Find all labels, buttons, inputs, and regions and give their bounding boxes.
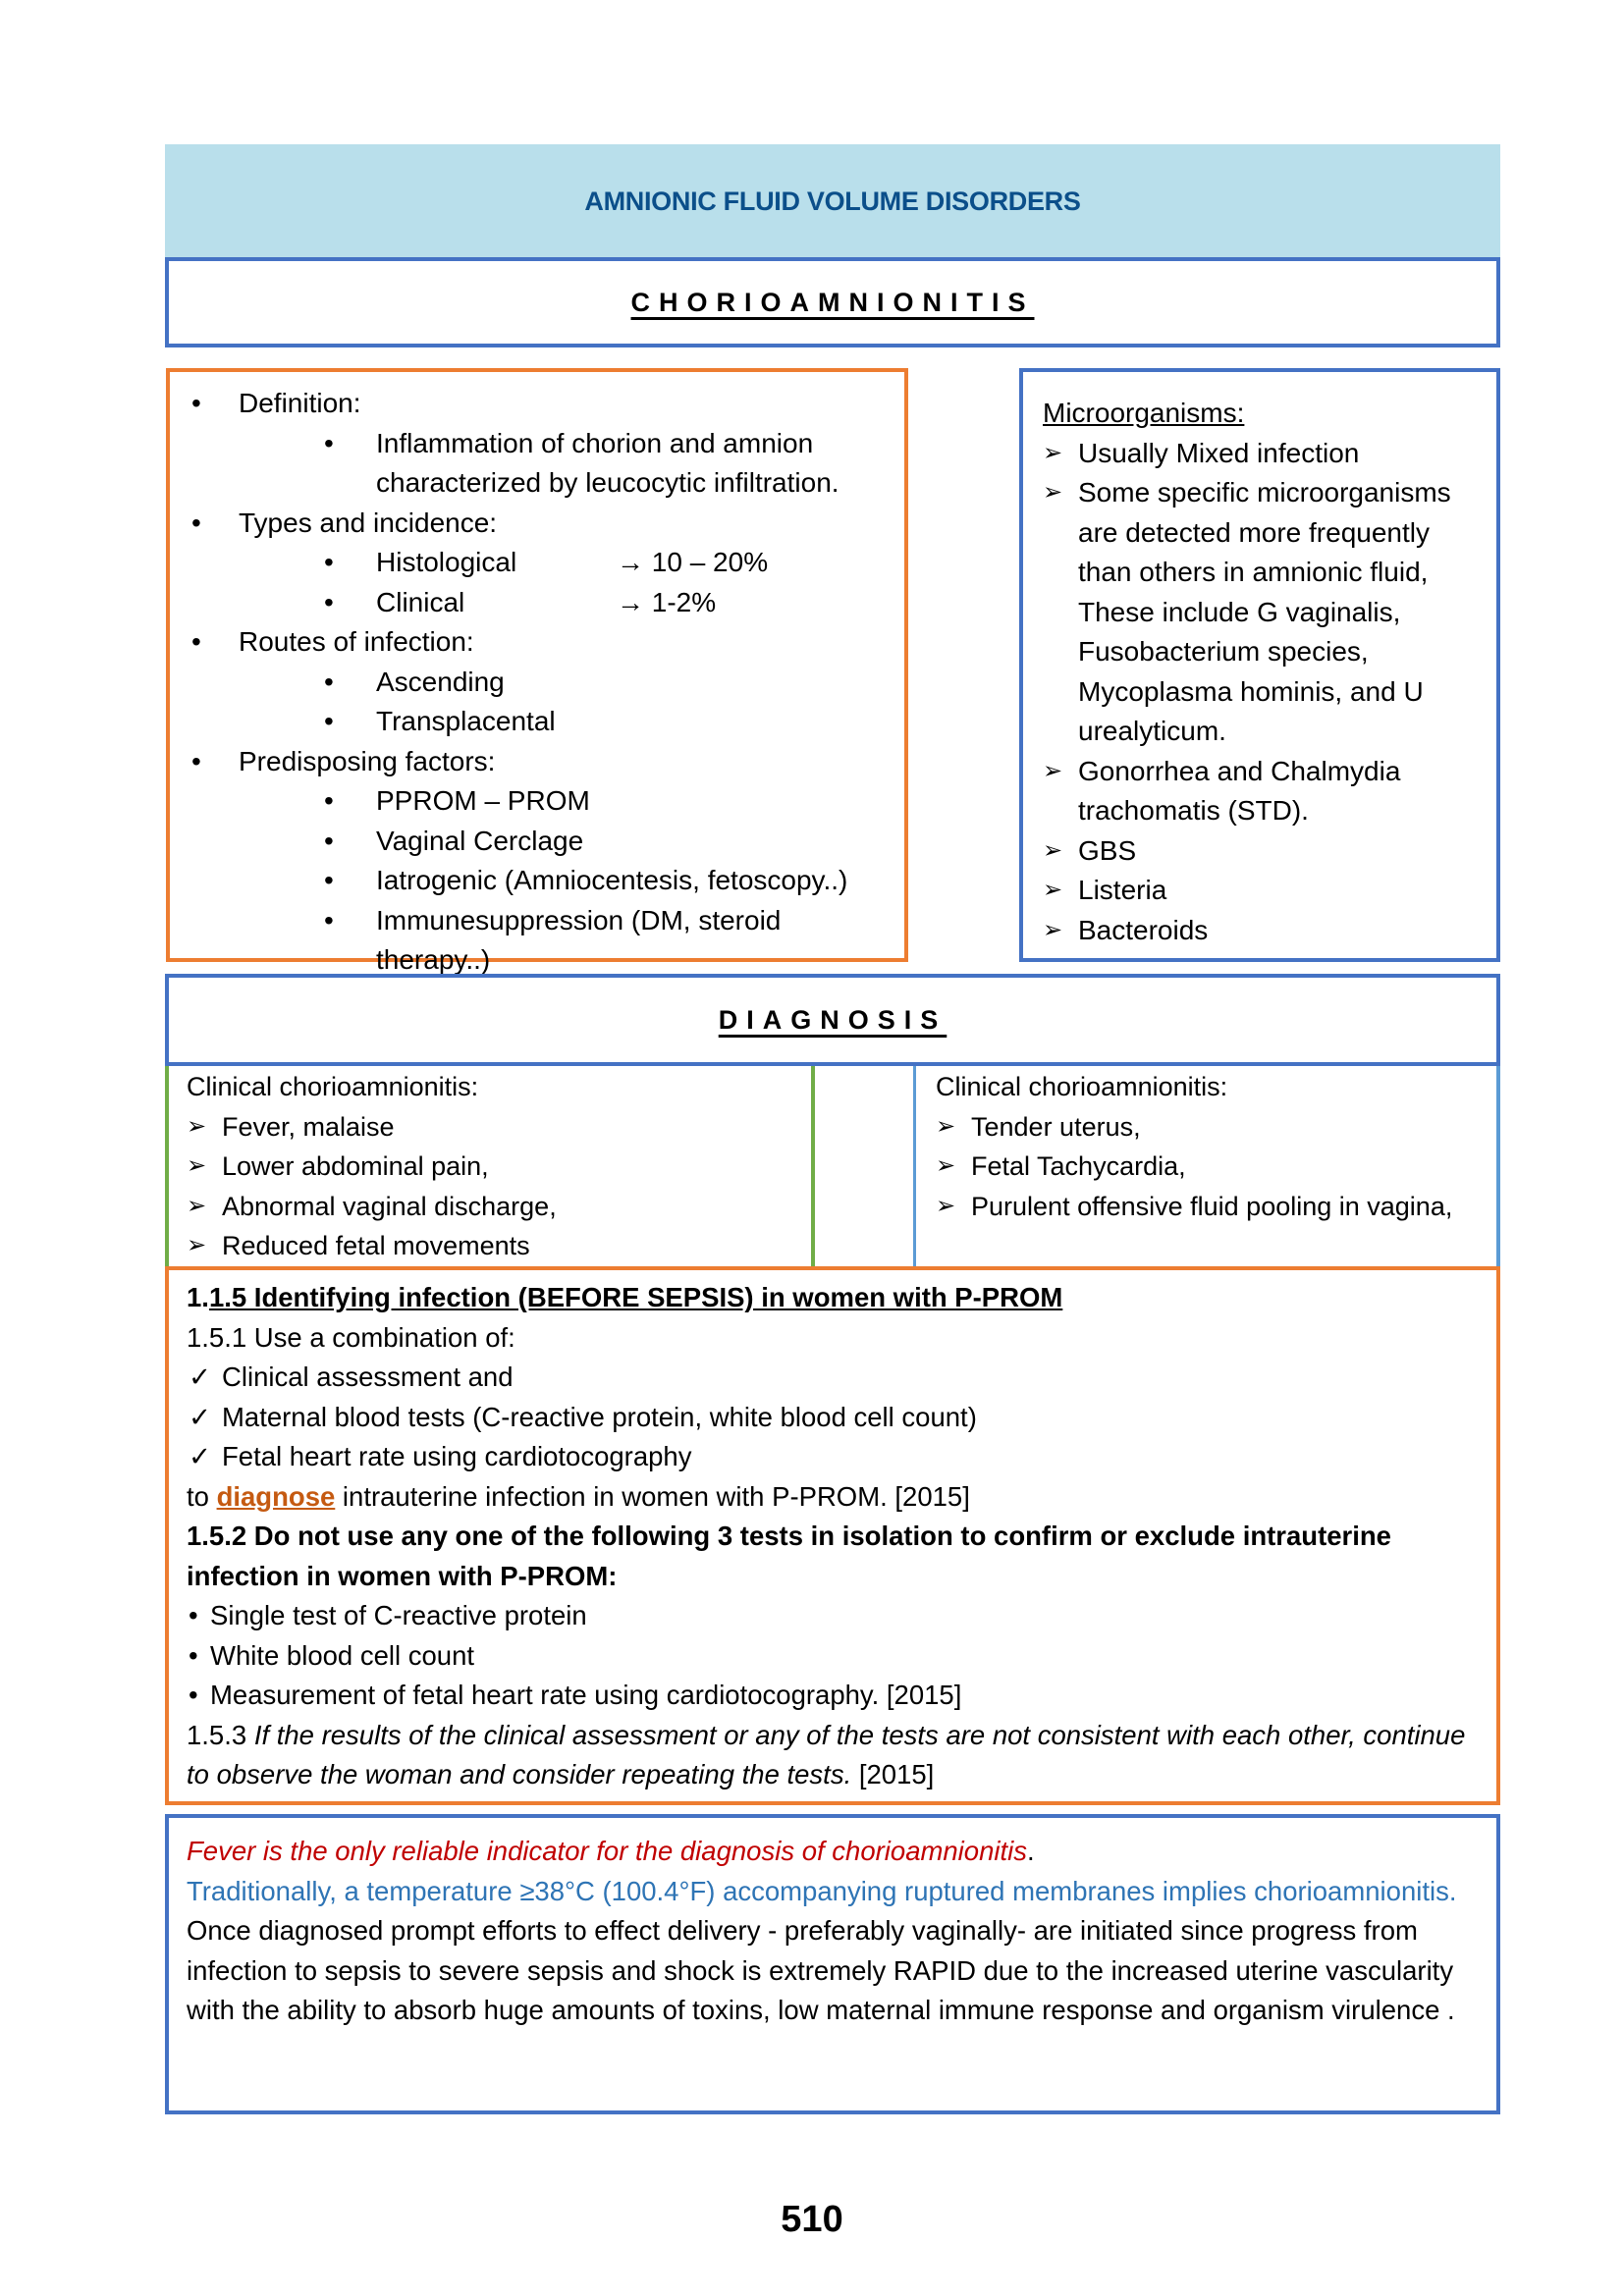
routes-item [180, 622, 894, 742]
fever-statement: Fever is the only reliable indicator for the diagnosis of chorioamnionitis. [187, 1836, 1035, 1866]
section-title-diagnosis: DIAGNOSIS [718, 1004, 947, 1035]
diagnosis-left-title: Clinical chorioamnionitis: [187, 1072, 479, 1101]
recommendation-1-5-3: 1.5.3 If the results of the clinical assessment or any of the tests are not consistent with each other, continue to observe the woman and consider repeating the tests. [2015] [187, 1719, 1466, 1789]
microorganisms-box [1019, 368, 1500, 962]
diagnosis-right-title: Clinical chorioamnionitis: [936, 1072, 1228, 1101]
page-number: 510 [781, 2199, 843, 2240]
predisposing-item [180, 742, 894, 981]
recommendation-1-5-1-intro: 1.5.1 Use a combination of: [187, 1321, 515, 1353]
route-ascending: • Ascending [320, 663, 894, 703]
overview-box [166, 368, 908, 975]
chapter-title: AMNIONIC FLUID VOLUME DISORDERS [584, 186, 1081, 216]
microorganism-item: ➢ Listeria [1043, 871, 1479, 911]
microorganisms-title: Microorganisms: [1043, 398, 1245, 428]
temperature-criterion: Traditionally, a temperature ≥38°C (100.4°F) accompanying ruptured membranes implies chorioamnionitis. [187, 1875, 1457, 1906]
guideline-box [165, 1266, 1500, 1805]
types-label: Types and incidence: [239, 507, 498, 538]
diagnosis-heading-box [165, 974, 1500, 1066]
predisposing-factor: • Vaginal Cerclage [320, 822, 894, 862]
test-item: • Single test of C-reactive protein [187, 1596, 1479, 1636]
route-transplacental: • Transplacental [320, 702, 894, 742]
predisposing-factor: • Immunesuppression (DM, steroid therapy..) [320, 901, 894, 981]
diagnosis-left-column [165, 1066, 815, 1270]
recommendation-1-5-1-outro: to diagnose intrauterine infection in women with P-PROM. [2015] [187, 1480, 970, 1512]
management-paragraph: Once diagnosed prompt efforts to effect delivery - preferably vaginally- are initiated since progress from infection to sepsis to severe sepsis and shock is extremely RAPID due to the increased uterine vascularity with the ability to absorb huge amounts of toxins, low maternal immune response and organism virulence . [187, 1915, 1455, 2025]
symptom-item: ➢ Abnormal vaginal discharge, [187, 1187, 801, 1227]
diagnosis-right-column [913, 1066, 1500, 1270]
test-item: • White blood cell count [187, 1636, 1479, 1677]
microorganism-item: ➢ Gonorrhea and Chalmydia trachomatis (STD). [1043, 752, 1479, 831]
types-item [180, 504, 894, 623]
definition-text: • Inflammation of chorion and amnion characterized by leucocytic infiltration. [320, 424, 894, 504]
document-header [165, 144, 1500, 258]
microorganism-item: ➢ Some specific microorganisms are detected more frequently than others in amnionic fluid, These include G vaginalis, Fusobacterium species, Mycoplasma hominis, and U urealyticum. [1043, 473, 1479, 752]
chorioamnionitis-heading-box [165, 257, 1500, 347]
recommendation-check-item: ✓ Maternal blood tests (C-reactive protein, white blood cell count) [187, 1398, 1479, 1438]
sign-item: ➢ Purulent offensive fluid pooling in vagina, [936, 1187, 1477, 1227]
predisposing-factor: • Iatrogenic (Amniocentesis, fetoscopy..) [320, 861, 894, 901]
symptom-item: ➢ Reduced fetal movements [187, 1226, 801, 1266]
recommendation-1-5-2-heading: 1.5.2 Do not use any one of the following 3 tests in isolation to confirm or exclude intrauterine infection in women with P-PROM: [187, 1521, 1391, 1591]
sign-item: ➢ Tender uterus, [936, 1107, 1477, 1148]
predisposing-label: Predisposing factors: [239, 745, 496, 776]
microorganism-item: ➢ Usually Mixed infection [1043, 434, 1479, 474]
section-title-chorioamnionitis: CHORIOAMNIONITIS [630, 287, 1035, 317]
type-clinical: • Clinical → 1-2% [320, 583, 894, 623]
definition-item [180, 384, 894, 504]
sign-item: ➢ Fetal Tachycardia, [936, 1147, 1477, 1187]
predisposing-factor: • PPROM – PROM [320, 781, 894, 822]
diagnose-link[interactable]: diagnose [216, 1480, 336, 1512]
guideline-heading: 1.1.5 Identifying infection (BEFORE SEPSIS) in women with P-PROM [187, 1282, 1063, 1312]
type-histological: • Histological → 10 – 20% [320, 543, 894, 583]
definition-label: Definition: [239, 388, 361, 418]
recommendation-check-item: ✓ Clinical assessment and [187, 1358, 1479, 1398]
summary-box [165, 1814, 1500, 2114]
recommendation-check-item: ✓ Fetal heart rate using cardiotocography [187, 1437, 1479, 1477]
test-item: • Measurement of fetal heart rate using cardiotocography. [2015] [187, 1676, 1479, 1716]
microorganism-item: ➢ GBS [1043, 831, 1479, 872]
microorganism-item: ➢ Bacteroids [1043, 911, 1479, 951]
symptom-item: ➢ Fever, malaise [187, 1107, 801, 1148]
symptom-item: ➢ Lower abdominal pain, [187, 1147, 801, 1187]
routes-label: Routes of infection: [239, 626, 474, 657]
